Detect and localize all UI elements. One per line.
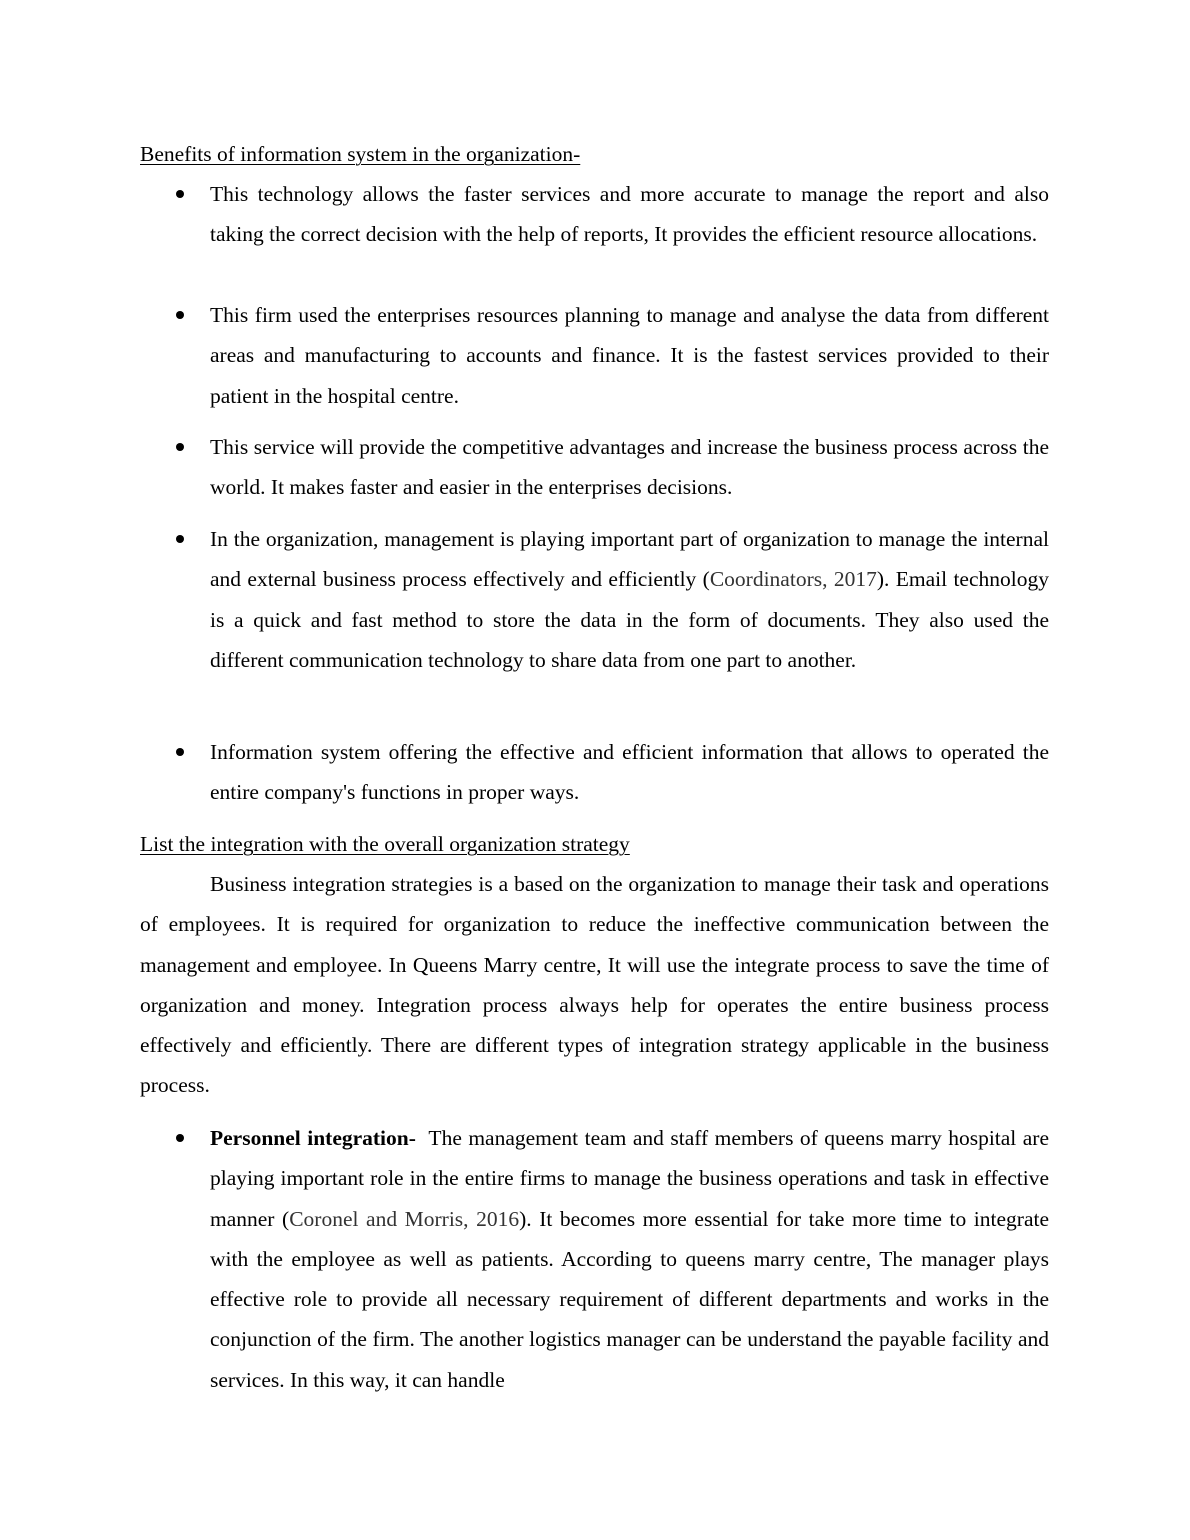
bullet-text bbox=[210, 519, 1049, 680]
bullet-icon bbox=[176, 311, 184, 319]
bullet-text: This firm used the enterprises resources planning to manage and analyse the data from different areas and manufacturing to accounts and finance. It is the fastest services provided to their patient in the hospital centre. bbox=[210, 303, 1049, 408]
bullet-text: This technology allows the faster services and more accurate to manage the report and also taking the correct decision with the help of reports, It provides the efficient resource allocations. bbox=[210, 182, 1049, 247]
citation: Coronel and Morris, 2016 bbox=[289, 1206, 520, 1231]
bullet-icon bbox=[176, 535, 184, 543]
body-paragraph: Business integration strategies is a based on the organization to manage their task and operations of employees. It is required for organization to reduce the ineffective communication between the management and employee. In Queens Marry centre, It will use the integrate process to save the time of organization and money. Integration process always help for operates the entire business process effectively and efficiently. There are different types of integration strategy applicable in the business process. bbox=[140, 872, 1049, 1098]
bullet-text-part: In the organization, management is playing important part of organization to manage the internal and external business process effectively and efficiently ( bbox=[210, 527, 1049, 592]
bullet-text-part: The management team and staff members of queens marry hospital are playing important role in the entire firms to manage the business operations and task in effective manner ( bbox=[210, 1126, 1055, 1231]
bullet-text-part: ). It becomes more essential for take more time to integrate with the employee as well as patients. According to queens marry centre, The manager plays effective role to provide all necessary requirement of different departments and works in the conjunction of the firm. The another logistics manager can be understand the payable facility and services. In this way, it can handle bbox=[210, 1206, 1050, 1392]
bullet-text: Information system offering the effective and efficient information that allows to operated the entire company's functions in proper ways. bbox=[210, 740, 1049, 805]
section-heading-integration: List the integration with the overall organization strategy bbox=[140, 832, 630, 856]
bullet-icon bbox=[176, 748, 184, 756]
bullet-icon bbox=[176, 1134, 184, 1142]
bullet-text bbox=[210, 1118, 1055, 1400]
section-heading-benefits: Benefits of information system in the organization- bbox=[140, 142, 581, 166]
citation: Coordinators, 2017 bbox=[709, 567, 877, 592]
bullet-lead: Personnel integration- bbox=[210, 1126, 416, 1150]
bullet-icon bbox=[176, 190, 184, 198]
bullet-text-part: ). Email technology is a quick and fast method to store the data in the form of documents. They also used the different communication technology to share data from one part to another. bbox=[210, 567, 1049, 672]
bullet-icon bbox=[176, 443, 184, 451]
bullet-text: This service will provide the competitive advantages and increase the business process across the world. It makes faster and easier in the enterprises decisions. bbox=[210, 435, 1049, 500]
